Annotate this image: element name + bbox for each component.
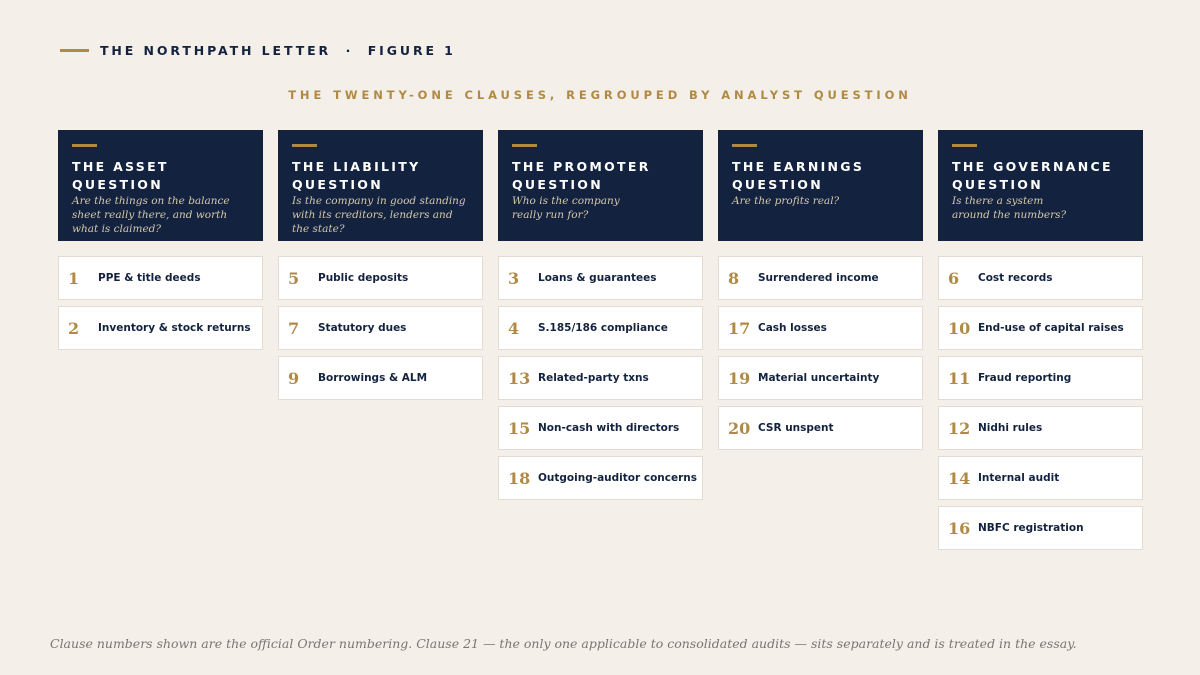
column-header [498, 130, 703, 241]
footnote: Clause numbers shown are the official Order numbering. Clause 21 — the only one applicable to consolidated audits — sits separately and is treated in the essay. [50, 636, 1077, 651]
column-title: THE ASSET QUESTION [72, 159, 169, 192]
clause-list [278, 256, 483, 400]
brand-title: THE NORTHPATH LETTER · FIGURE 1 [100, 42, 456, 58]
clause-label: Nidhi rules [978, 422, 1043, 434]
clause-item [498, 256, 703, 300]
clause-label: Material uncertainty [758, 372, 880, 384]
clause-number: 11 [948, 368, 971, 388]
column-question: Is there a system around the numbers? [952, 195, 1067, 221]
clause-number: 17 [728, 318, 751, 338]
column-question: Are the profits real? [732, 195, 840, 207]
column-header [278, 130, 483, 241]
column-governance [938, 130, 1143, 556]
column-header [938, 130, 1143, 241]
brand-header [60, 42, 456, 58]
clause-number: 16 [948, 518, 971, 538]
clause-item [498, 306, 703, 350]
clause-label: Public deposits [318, 272, 409, 284]
column-earnings [718, 130, 923, 456]
clause-list [938, 256, 1143, 550]
clause-label: Outgoing-auditor concerns [538, 472, 698, 484]
clause-label: Related-party txns [538, 372, 649, 384]
clause-label: Borrowings & ALM [318, 372, 428, 384]
clause-item [278, 256, 483, 300]
clause-number: 19 [728, 368, 751, 388]
column-question: Are the things on the balance sheet really there, and worth what is claimed? [72, 195, 230, 235]
clause-label: Cost records [978, 272, 1053, 284]
column-title: THE GOVERNANCE QUESTION [952, 159, 1113, 192]
clause-number: 10 [948, 318, 971, 338]
clause-item [58, 306, 263, 350]
clause-number: 18 [508, 468, 531, 488]
header-rule [512, 144, 537, 147]
header-rule [952, 144, 977, 147]
column-asset [58, 130, 263, 356]
clause-list [718, 256, 923, 450]
column-title: THE EARNINGS QUESTION [732, 159, 865, 192]
clause-item [938, 356, 1143, 400]
clause-number: 1 [68, 268, 80, 288]
column-title: THE PROMOTER QUESTION [512, 159, 651, 192]
clause-number: 13 [508, 368, 531, 388]
clause-number: 2 [68, 318, 80, 338]
clause-number: 5 [288, 268, 300, 288]
column-liability [278, 130, 483, 406]
clause-item [498, 356, 703, 400]
header-rule [732, 144, 757, 147]
clause-item [938, 506, 1143, 550]
clause-number: 7 [288, 318, 300, 338]
clause-item [498, 406, 703, 450]
clause-number: 12 [948, 418, 971, 438]
clause-item [498, 456, 703, 500]
clause-item [278, 356, 483, 400]
clause-label: Internal audit [978, 472, 1060, 484]
clause-item [718, 306, 923, 350]
clause-number: 3 [508, 268, 520, 288]
clause-label: End-use of capital raises [978, 322, 1124, 334]
clause-label: Fraud reporting [978, 372, 1072, 384]
clause-list [498, 256, 703, 500]
header-rule [72, 144, 97, 147]
header-rule [292, 144, 317, 147]
column-header [718, 130, 923, 241]
clause-label: NBFC registration [978, 522, 1084, 534]
clause-number: 6 [948, 268, 960, 288]
clause-label: Inventory & stock returns [98, 322, 251, 334]
clause-item [718, 356, 923, 400]
column-header [58, 130, 263, 241]
column-question: Who is the company really run for? [512, 195, 620, 221]
clause-label: Statutory dues [318, 322, 407, 334]
clause-number: 20 [728, 418, 751, 438]
clause-label: PPE & title deeds [98, 272, 201, 284]
clause-item [718, 406, 923, 450]
clause-label: Cash losses [758, 322, 827, 334]
clause-number: 4 [508, 318, 520, 338]
clause-item [938, 406, 1143, 450]
clause-list [58, 256, 263, 350]
clause-label: S.185/186 compliance [538, 322, 668, 334]
clause-number: 8 [728, 268, 740, 288]
clause-item [938, 456, 1143, 500]
clause-item [58, 256, 263, 300]
figure-subtitle: THE TWENTY-ONE CLAUSES, REGROUPED BY ANALYST QUESTION [288, 88, 912, 102]
column-promoter [498, 130, 703, 506]
column-question: Is the company in good standing with its creditors, lenders and the state? [292, 195, 466, 235]
clause-item [938, 256, 1143, 300]
clause-number: 14 [948, 468, 971, 488]
clause-label: Non-cash with directors [538, 422, 680, 434]
clause-item [278, 306, 483, 350]
clause-item [718, 256, 923, 300]
clause-number: 9 [288, 368, 300, 388]
clause-number: 15 [508, 418, 531, 438]
clause-label: CSR unspent [758, 422, 834, 434]
clause-label: Surrendered income [758, 272, 879, 284]
brand-rule [60, 49, 89, 52]
clause-label: Loans & guarantees [538, 272, 657, 284]
clause-item [938, 306, 1143, 350]
column-title: THE LIABILITY QUESTION [292, 159, 421, 192]
